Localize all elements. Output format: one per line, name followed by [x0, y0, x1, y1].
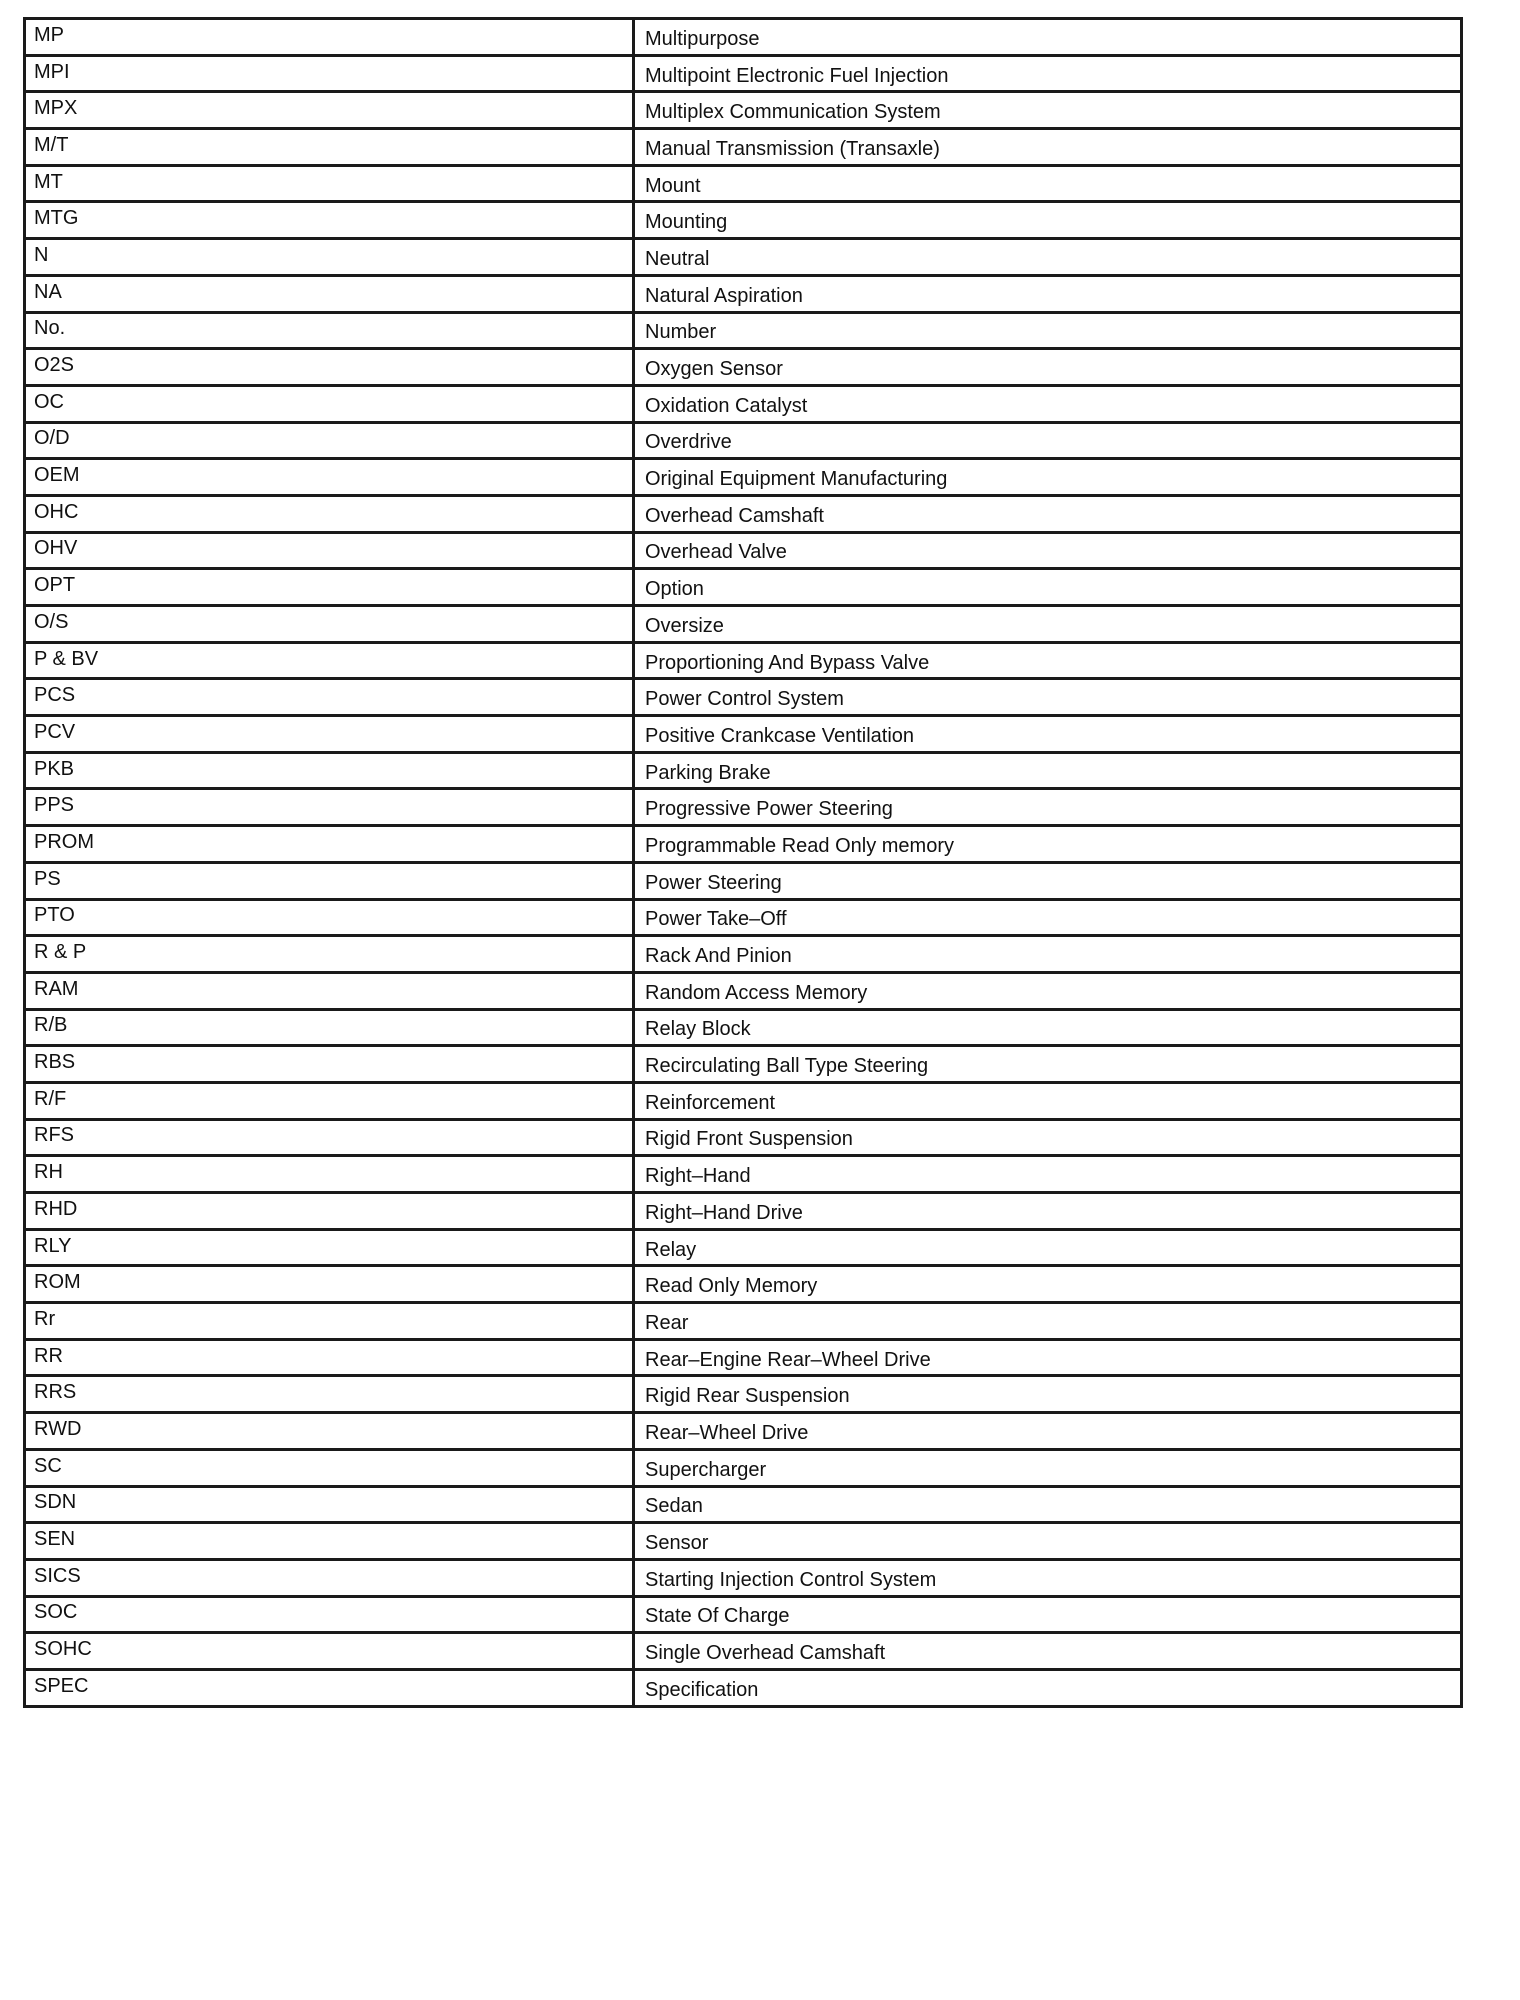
meaning-cell: Parking Brake: [634, 752, 1462, 789]
table-row: [25, 1303, 1462, 1340]
abbreviation-cell: OEM: [25, 459, 634, 496]
meaning-cell: Oxidation Catalyst: [634, 385, 1462, 422]
meaning-cell: Right–Hand Drive: [634, 1193, 1462, 1230]
meaning-cell: Option: [634, 569, 1462, 606]
meaning-cell: Natural Aspiration: [634, 275, 1462, 312]
meaning-cell: Number: [634, 312, 1462, 349]
abbreviation-cell: RWD: [25, 1413, 634, 1450]
table-row: [25, 165, 1462, 202]
meaning-cell: Reinforcement: [634, 1082, 1462, 1119]
abbreviation-cell: R/B: [25, 1009, 634, 1046]
abbreviation-cell: MPX: [25, 92, 634, 129]
abbreviation-cell: SC: [25, 1449, 634, 1486]
abbreviation-cell: No.: [25, 312, 634, 349]
table-row: [25, 19, 1462, 56]
table-row: [25, 385, 1462, 422]
meaning-cell: Rear: [634, 1303, 1462, 1340]
table-row: [25, 239, 1462, 276]
abbreviation-cell: SEN: [25, 1523, 634, 1560]
table-row: [25, 1119, 1462, 1156]
meaning-cell: Programmable Read Only memory: [634, 826, 1462, 863]
abbreviation-table: [23, 17, 1463, 1708]
table-row: [25, 1376, 1462, 1413]
table-row: [25, 459, 1462, 496]
meaning-cell: Starting Injection Control System: [634, 1559, 1462, 1596]
table-row: [25, 349, 1462, 386]
table-row: [25, 1193, 1462, 1230]
meaning-cell: Sedan: [634, 1486, 1462, 1523]
table-row: [25, 1559, 1462, 1596]
meaning-cell: Multipurpose: [634, 19, 1462, 56]
table-row: [25, 1413, 1462, 1450]
abbreviation-cell: PS: [25, 862, 634, 899]
meaning-cell: Relay: [634, 1229, 1462, 1266]
table-row: [25, 1596, 1462, 1633]
table-row: [25, 92, 1462, 129]
table-row: [25, 312, 1462, 349]
meaning-cell: Power Control System: [634, 679, 1462, 716]
abbreviation-cell: O/D: [25, 422, 634, 459]
abbreviation-cell: O2S: [25, 349, 634, 386]
table-row: [25, 1009, 1462, 1046]
meaning-cell: Sensor: [634, 1523, 1462, 1560]
abbreviation-cell: R & P: [25, 936, 634, 973]
abbreviation-cell: P & BV: [25, 642, 634, 679]
abbreviation-cell: SDN: [25, 1486, 634, 1523]
table-row: [25, 1046, 1462, 1083]
abbreviation-cell: SPEC: [25, 1669, 634, 1706]
table-row: [25, 679, 1462, 716]
abbreviation-cell: MTG: [25, 202, 634, 239]
meaning-cell: Positive Crankcase Ventilation: [634, 716, 1462, 753]
abbreviation-cell: ROM: [25, 1266, 634, 1303]
abbreviation-cell: RLY: [25, 1229, 634, 1266]
meaning-cell: Multipoint Electronic Fuel Injection: [634, 55, 1462, 92]
table-row: [25, 1486, 1462, 1523]
table-row: [25, 1339, 1462, 1376]
abbreviation-cell: RH: [25, 1156, 634, 1193]
abbreviation-cell: PPS: [25, 789, 634, 826]
abbreviation-cell: MT: [25, 165, 634, 202]
abbreviation-cell: RRS: [25, 1376, 634, 1413]
meaning-cell: Rigid Front Suspension: [634, 1119, 1462, 1156]
meaning-cell: Supercharger: [634, 1449, 1462, 1486]
meaning-cell: Random Access Memory: [634, 972, 1462, 1009]
abbreviation-cell: R/F: [25, 1082, 634, 1119]
meaning-cell: Rear–Wheel Drive: [634, 1413, 1462, 1450]
table-row: [25, 642, 1462, 679]
abbreviation-cell: OPT: [25, 569, 634, 606]
meaning-cell: Right–Hand: [634, 1156, 1462, 1193]
meaning-cell: Overhead Valve: [634, 532, 1462, 569]
abbreviation-cell: PCS: [25, 679, 634, 716]
table-row: [25, 202, 1462, 239]
table-row: [25, 422, 1462, 459]
meaning-cell: Single Overhead Camshaft: [634, 1633, 1462, 1670]
table-row: [25, 1669, 1462, 1706]
table-row: [25, 1156, 1462, 1193]
meaning-cell: Rear–Engine Rear–Wheel Drive: [634, 1339, 1462, 1376]
meaning-cell: Power Steering: [634, 862, 1462, 899]
table-row: [25, 1523, 1462, 1560]
meaning-cell: Original Equipment Manufacturing: [634, 459, 1462, 496]
abbreviation-cell: M/T: [25, 129, 634, 166]
table-row: [25, 606, 1462, 643]
table-row: [25, 716, 1462, 753]
meaning-cell: Progressive Power Steering: [634, 789, 1462, 826]
abbreviation-table-body: [25, 19, 1462, 1707]
meaning-cell: Rigid Rear Suspension: [634, 1376, 1462, 1413]
meaning-cell: Recirculating Ball Type Steering: [634, 1046, 1462, 1083]
table-row: [25, 1229, 1462, 1266]
abbreviation-cell: Rr: [25, 1303, 634, 1340]
abbreviation-cell: OHV: [25, 532, 634, 569]
meaning-cell: Manual Transmission (Transaxle): [634, 129, 1462, 166]
abbreviation-cell: NA: [25, 275, 634, 312]
abbreviation-cell: RR: [25, 1339, 634, 1376]
meaning-cell: Neutral: [634, 239, 1462, 276]
abbreviation-cell: RFS: [25, 1119, 634, 1156]
abbreviation-cell: OC: [25, 385, 634, 422]
meaning-cell: Oxygen Sensor: [634, 349, 1462, 386]
abbreviation-cell: RHD: [25, 1193, 634, 1230]
abbreviation-cell: PTO: [25, 899, 634, 936]
abbreviation-cell: SICS: [25, 1559, 634, 1596]
abbreviation-cell: O/S: [25, 606, 634, 643]
table-row: [25, 275, 1462, 312]
abbreviation-cell: SOHC: [25, 1633, 634, 1670]
table-row: [25, 936, 1462, 973]
meaning-cell: Rack And Pinion: [634, 936, 1462, 973]
meaning-cell: Oversize: [634, 606, 1462, 643]
meaning-cell: Relay Block: [634, 1009, 1462, 1046]
table-row: [25, 532, 1462, 569]
abbreviation-cell: OHC: [25, 495, 634, 532]
meaning-cell: Overhead Camshaft: [634, 495, 1462, 532]
abbreviation-cell: PKB: [25, 752, 634, 789]
abbreviation-cell: N: [25, 239, 634, 276]
meaning-cell: Proportioning And Bypass Valve: [634, 642, 1462, 679]
meaning-cell: Specification: [634, 1669, 1462, 1706]
table-row: [25, 1633, 1462, 1670]
abbreviation-cell: MPI: [25, 55, 634, 92]
table-row: [25, 129, 1462, 166]
table-row: [25, 972, 1462, 1009]
table-row: [25, 862, 1462, 899]
meaning-cell: Overdrive: [634, 422, 1462, 459]
table-row: [25, 55, 1462, 92]
table-row: [25, 899, 1462, 936]
table-row: [25, 1266, 1462, 1303]
meaning-cell: Power Take–Off: [634, 899, 1462, 936]
table-row: [25, 1082, 1462, 1119]
table-row: [25, 495, 1462, 532]
abbreviation-cell: MP: [25, 19, 634, 56]
table-row: [25, 752, 1462, 789]
abbreviation-cell: RBS: [25, 1046, 634, 1083]
abbreviation-cell: PCV: [25, 716, 634, 753]
table-row: [25, 1449, 1462, 1486]
meaning-cell: Mount: [634, 165, 1462, 202]
meaning-cell: Read Only Memory: [634, 1266, 1462, 1303]
table-row: [25, 789, 1462, 826]
meaning-cell: Mounting: [634, 202, 1462, 239]
abbreviation-cell: RAM: [25, 972, 634, 1009]
table-row: [25, 826, 1462, 863]
table-row: [25, 569, 1462, 606]
meaning-cell: State Of Charge: [634, 1596, 1462, 1633]
meaning-cell: Multiplex Communication System: [634, 92, 1462, 129]
abbreviation-cell: SOC: [25, 1596, 634, 1633]
abbreviation-cell: PROM: [25, 826, 634, 863]
